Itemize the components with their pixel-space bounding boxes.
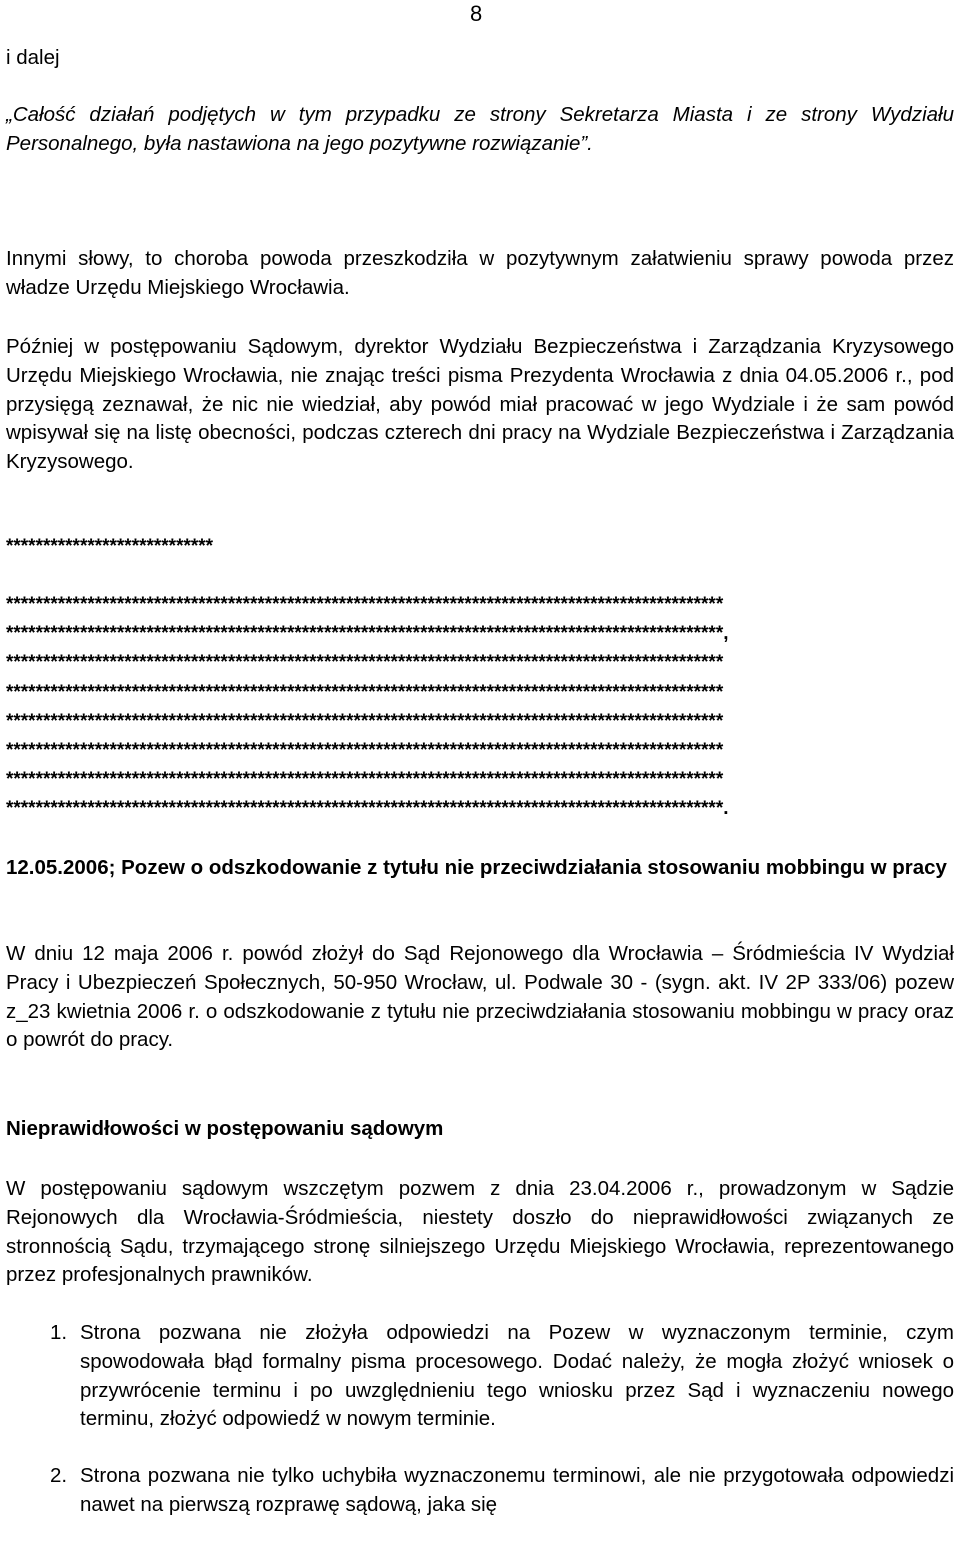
- list-item-number: 2.: [50, 1464, 68, 1488]
- claims-list: [50, 1319, 954, 1548]
- redacted-line: *************************************************************************************************.: [6, 798, 729, 820]
- paragraph-1: Innymi słowy, to choroba powoda przeszkodziła w pozytywnym załatwieniu sprawy powoda przez władze Urzędu Miejskiego Wrocławia.: [6, 247, 954, 299]
- redacted-line: *************************************************************************************************: [6, 594, 724, 615]
- redacted-block: [6, 590, 954, 824]
- list-item: [50, 1462, 954, 1520]
- paragraph-2: Później w postępowaniu Sądowym, dyrektor Wydziału Bezpieczeństwa i Zarządzania Kryzysowego Urzędu Miejskiego Wrocławia, nie znając treści pisma Prezydenta Wrocławia z dnia 04.05.2006 r., pod przysięgą zeznawał, że nic nie wiedział, aby powód miał pracować w jego Wydziale i że sam powód wpisywał się na listę obecności, podczas czterech dni pracy na Wydziale Bezpieczeństwa i Zarządzania Kryzysowego.: [6, 335, 954, 474]
- separator-short: ****************************: [6, 536, 214, 557]
- redacted-line: *************************************************************************************************: [6, 681, 724, 703]
- redacted-line: *************************************************************************************************: [6, 652, 724, 674]
- redacted-line: *************************************************************************************************: [6, 769, 724, 791]
- list-item-text: Strona pozwana nie tylko uchybiła wyznaczonemu terminowi, ale nie przygotowała odpowiedzi nawet na pierwszą rozprawę sądową, jaka się: [80, 1464, 954, 1516]
- page-number: 8: [470, 1, 483, 26]
- redacted-line: *************************************************************************************************: [6, 710, 724, 732]
- quote-paragraph: [6, 101, 954, 159]
- list-item-text: Strona pozwana nie złożyła odpowiedzi na Pozew w wyznaczonym terminie, czym spowodowała błąd formalny pisma procesowego. Dodać należy, że mogła złożyć wniosek o przywrócenie terminu i po uwzględnieniu tego wniosku przez Sąd i wyznaczeniu nowego terminu, złożyć odpowiedź w nowym terminie.: [80, 1321, 954, 1431]
- list-item: [50, 1319, 954, 1434]
- section-heading-irregularities: Nieprawidłowości w postępowaniu sądowym: [6, 1117, 444, 1140]
- section-heading-lawsuit: 12.05.2006; Pozew o odszkodowanie z tytułu nie przeciwdziałania stosowaniu mobbingu w pracy: [6, 856, 947, 879]
- redacted-line: *************************************************************************************************: [6, 740, 724, 762]
- quote-text: „Całość działań podjętych w tym przypadku ze strony Sekretarza Miasta i ze strony Wydziału Personalnego, była nastawiona na jego pozytywne rozwiązanie”.: [6, 103, 954, 155]
- intro-text: i dalej: [6, 46, 60, 69]
- paragraph-4: W postępowaniu sądowym wszczętym pozwem z dnia 23.04.2006 r., prowadzonym w Sądzie Rejonowych dla Wrocławia-Śródmieścia, niestety doszło do nieprawidłowości związanych ze stronnością Sądu, trzymającego stronę silniejszego Urzędu Miejskiego Wrocławia, reprezentowanego przez profesjonalnych prawników.: [6, 1177, 954, 1287]
- redacted-line: *************************************************************************************************,: [6, 623, 729, 645]
- paragraph-3: W dniu 12 maja 2006 r. powód złożył do Sąd Rejonowego dla Wrocławia – Śródmieścia IV Wydział Pracy i Ubezpieczeń Społecznych, 50-950 Wrocław, ul. Podwale 30 - (sygn. akt. IV 2P 333/06) pozew z_23 kwietnia 2006 r. o odszkodowanie z tytułu nie przeciwdziałania stosowaniu mobbingu w pracy oraz o powrót do pracy.: [6, 942, 954, 1052]
- list-item-number: 1.: [50, 1321, 68, 1344]
